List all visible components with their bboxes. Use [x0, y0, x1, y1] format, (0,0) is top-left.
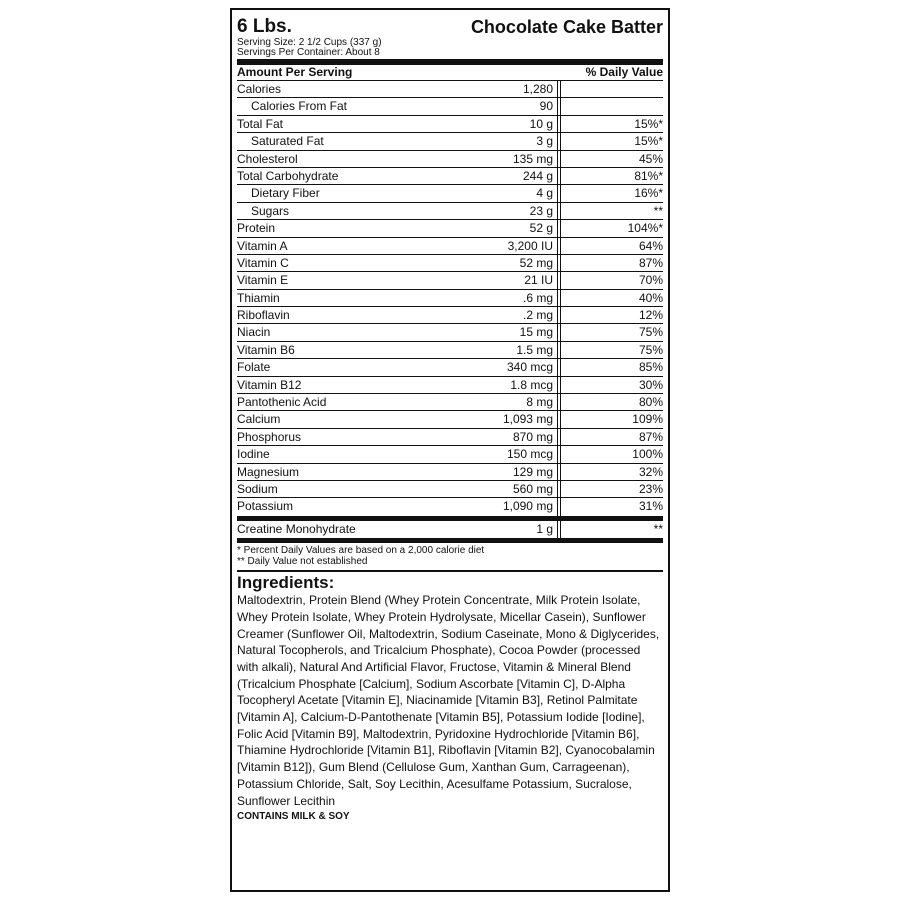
- nutrient-name: Calcium: [237, 412, 281, 427]
- nutrient-amount: 15 mg: [497, 324, 558, 340]
- nutrient-daily-value: 23%: [560, 481, 663, 497]
- nutrient-amount: 244 g: [497, 168, 558, 184]
- nutrient-daily-value: 85%: [560, 359, 663, 375]
- nutrient-row: [237, 394, 663, 411]
- nutrient-row: [237, 255, 663, 272]
- nutrient-name: Potassium: [237, 499, 294, 514]
- nutrient-row: [237, 429, 663, 446]
- nutrient-name: Total Fat: [237, 116, 284, 131]
- nutrient-row: [237, 359, 663, 376]
- nutrient-name: Riboflavin: [237, 308, 290, 323]
- nutrient-amount: 21 IU: [497, 272, 558, 288]
- nutrient-amount: 52 mg: [497, 255, 558, 271]
- servings-per-container: Servings Per Container: About 8: [237, 47, 380, 58]
- nutrient-name: Folate: [237, 360, 271, 375]
- nutrient-daily-value: **: [560, 203, 663, 219]
- nutrient-amount: 52 g: [497, 220, 558, 236]
- nutrient-daily-value: 87%: [560, 429, 663, 445]
- amount-per-serving-header: Amount Per Serving: [237, 65, 353, 79]
- nutrient-row: [237, 411, 663, 428]
- nutrient-row: [237, 133, 663, 150]
- nutrient-row: [237, 307, 663, 324]
- nutrient-name: Protein: [237, 221, 276, 236]
- nutrient-daily-value: **: [560, 521, 663, 538]
- nutrient-amount: 870 mg: [497, 429, 558, 445]
- nutrient-name: Calories From Fat: [251, 99, 348, 114]
- nutrient-amount: 135 mg: [497, 151, 558, 167]
- footnotes: [237, 538, 663, 567]
- nutrient-name: Niacin: [237, 325, 271, 340]
- nutrient-name: Iodine: [237, 447, 270, 462]
- nutrient-amount: 129 mg: [497, 464, 558, 480]
- nutrient-name: Creatine Monohydrate: [237, 521, 356, 536]
- nutrient-amount: 1,093 mg: [497, 411, 558, 427]
- nutrient-amount: .6 mg: [497, 290, 558, 306]
- nutrient-row: [237, 324, 663, 341]
- nutrient-table: [237, 81, 663, 516]
- nutrient-daily-value: 80%: [560, 394, 663, 410]
- nutrient-daily-value: 15%*: [560, 133, 663, 149]
- nutrient-daily-value: 100%: [560, 446, 663, 462]
- nutrient-name: Vitamin B6: [237, 342, 295, 357]
- nutrient-daily-value: 109%: [560, 411, 663, 427]
- nutrient-amount: 3,200 IU: [497, 238, 558, 254]
- nutrient-name: Dietary Fiber: [251, 186, 320, 201]
- nutrient-daily-value: [560, 98, 663, 114]
- nutrient-daily-value: 40%: [560, 290, 663, 306]
- nutrient-amount: 1,280: [497, 81, 558, 97]
- nutrient-name: Saturated Fat: [251, 134, 324, 149]
- nutrient-amount: 150 mcg: [497, 446, 558, 462]
- nutrient-daily-value: 104%*: [560, 220, 663, 236]
- allergen-statement: CONTAINS MILK & SOY: [237, 811, 350, 823]
- nutrient-daily-value: 70%: [560, 272, 663, 288]
- table-header: [237, 65, 663, 81]
- nutrient-row: [237, 203, 663, 220]
- nutrient-row: [237, 446, 663, 463]
- product-flavor: Chocolate Cake Batter: [470, 17, 663, 37]
- nutrient-name: Sodium: [237, 481, 278, 496]
- nutrition-label: [230, 8, 670, 892]
- nutrient-daily-value: 87%: [560, 255, 663, 271]
- ingredients-title: Ingredients:: [237, 570, 663, 592]
- nutrient-row: [237, 377, 663, 394]
- nutrient-name: Magnesium: [237, 464, 300, 479]
- nutrient-name: Vitamin C: [237, 255, 289, 270]
- nutrient-name: Vitamin E: [237, 273, 289, 288]
- nutrient-daily-value: 64%: [560, 238, 663, 254]
- nutrient-row: [237, 98, 663, 115]
- nutrient-row: [237, 116, 663, 133]
- nutrient-amount: 3 g: [497, 133, 558, 149]
- label-header: [237, 14, 663, 38]
- nutrient-daily-value: 15%*: [560, 116, 663, 132]
- nutrient-row: [237, 81, 663, 98]
- nutrient-daily-value: 30%: [560, 377, 663, 393]
- creatine-row: [237, 521, 663, 538]
- nutrient-name: Vitamin A: [237, 238, 288, 253]
- nutrient-row: [237, 220, 663, 237]
- nutrient-amount: 4 g: [497, 185, 558, 201]
- nutrient-amount: 10 g: [497, 116, 558, 132]
- nutrient-daily-value: 12%: [560, 307, 663, 323]
- nutrient-row: [237, 498, 663, 515]
- nutrient-amount: 560 mg: [497, 481, 558, 497]
- nutrient-row: [237, 342, 663, 359]
- nutrient-daily-value: [560, 81, 663, 97]
- nutrient-amount: 1,090 mg: [497, 498, 558, 515]
- daily-value-header: % Daily Value: [585, 65, 663, 79]
- nutrient-row: [237, 238, 663, 255]
- nutrient-row: [237, 185, 663, 202]
- nutrient-amount: 340 mcg: [497, 359, 558, 375]
- nutrient-name: Phosphorus: [237, 429, 302, 444]
- nutrient-amount: 1 g: [497, 521, 558, 538]
- product-size: 6 Lbs.: [237, 16, 292, 37]
- nutrient-row: [237, 481, 663, 498]
- serving-size: Serving Size: 2 1/2 Cups (337 g): [237, 37, 382, 48]
- nutrient-row: [237, 464, 663, 481]
- nutrient-amount: 90: [497, 98, 558, 114]
- nutrient-row: [237, 272, 663, 289]
- nutrient-name: Pantothenic Acid: [237, 395, 327, 410]
- nutrient-daily-value: 75%: [560, 342, 663, 358]
- nutrient-name: Cholesterol: [237, 151, 298, 166]
- nutrient-amount: 8 mg: [497, 394, 558, 410]
- nutrient-row: [237, 168, 663, 185]
- nutrient-name: Sugars: [251, 203, 290, 218]
- nutrient-amount: 1.5 mg: [497, 342, 558, 358]
- nutrient-daily-value: 75%: [560, 324, 663, 340]
- nutrient-daily-value: 45%: [560, 151, 663, 167]
- nutrient-row: [237, 290, 663, 307]
- nutrient-daily-value: 16%*: [560, 185, 663, 201]
- nutrient-name: Vitamin B12: [237, 377, 302, 392]
- nutrient-amount: .2 mg: [497, 307, 558, 323]
- nutrient-amount: 1.8 mcg: [497, 377, 558, 393]
- nutrient-amount: 23 g: [497, 203, 558, 219]
- footnote-not-established: ** Daily Value not established: [237, 556, 368, 568]
- nutrient-name: Total Carbohydrate: [237, 168, 339, 183]
- nutrient-daily-value: 81%*: [560, 168, 663, 184]
- nutrient-row: [237, 151, 663, 168]
- nutrient-daily-value: 32%: [560, 464, 663, 480]
- nutrient-name: Calories: [237, 82, 282, 96]
- nutrient-daily-value: 31%: [560, 498, 663, 515]
- footnote-daily-values: * Percent Daily Values are based on a 2,000 calorie diet: [237, 545, 485, 557]
- nutrient-name: Thiamin: [237, 290, 280, 305]
- ingredients-text: Maltodextrin, Protein Blend (Whey Protein Concentrate, Milk Protein Isolate, Whey Protein Isolate, Whey Protein Hydrolysate, Micellar Casein), Sunflower Creamer (Sunflower Oil, Maltodextrin, Sodium Caseinate, Mono & Diglycerides, Natural Tocopherols, and Tricalcium Phosphate), Cocoa Powder (processed with alkali), Natural And Artificial Flavor, Fructose, Vitamin & Mineral Blend (Tricalcium Phosphate [Calcium], Sodium Ascorbate [Vitamin C], D-Alpha Tocopheryl Acetate [Vitamin E], Niacinamide [Vitamin B3], Retinol Palmitate [Vitamin A], Calcium-D-Pantothenate [Vitamin B5], Potassium Iodide [Iodine], Folic Acid [Vitamin B9], Maltodextrin, Pyridoxine Hydrochloride [Vitamin B6], Thiamine Hydrochloride [Vitamin B1], Riboflavin [Vitamin B2], Cyanocobalamin [Vitamin B12]), Gum Blend (Cellulose Gum, Xanthan Gum, Carrageenan), Potassium Chloride, Salt, Soy Lecithin, Acesulfame Potassium, Sucralose, Sunflower Lecithin: [237, 593, 660, 808]
